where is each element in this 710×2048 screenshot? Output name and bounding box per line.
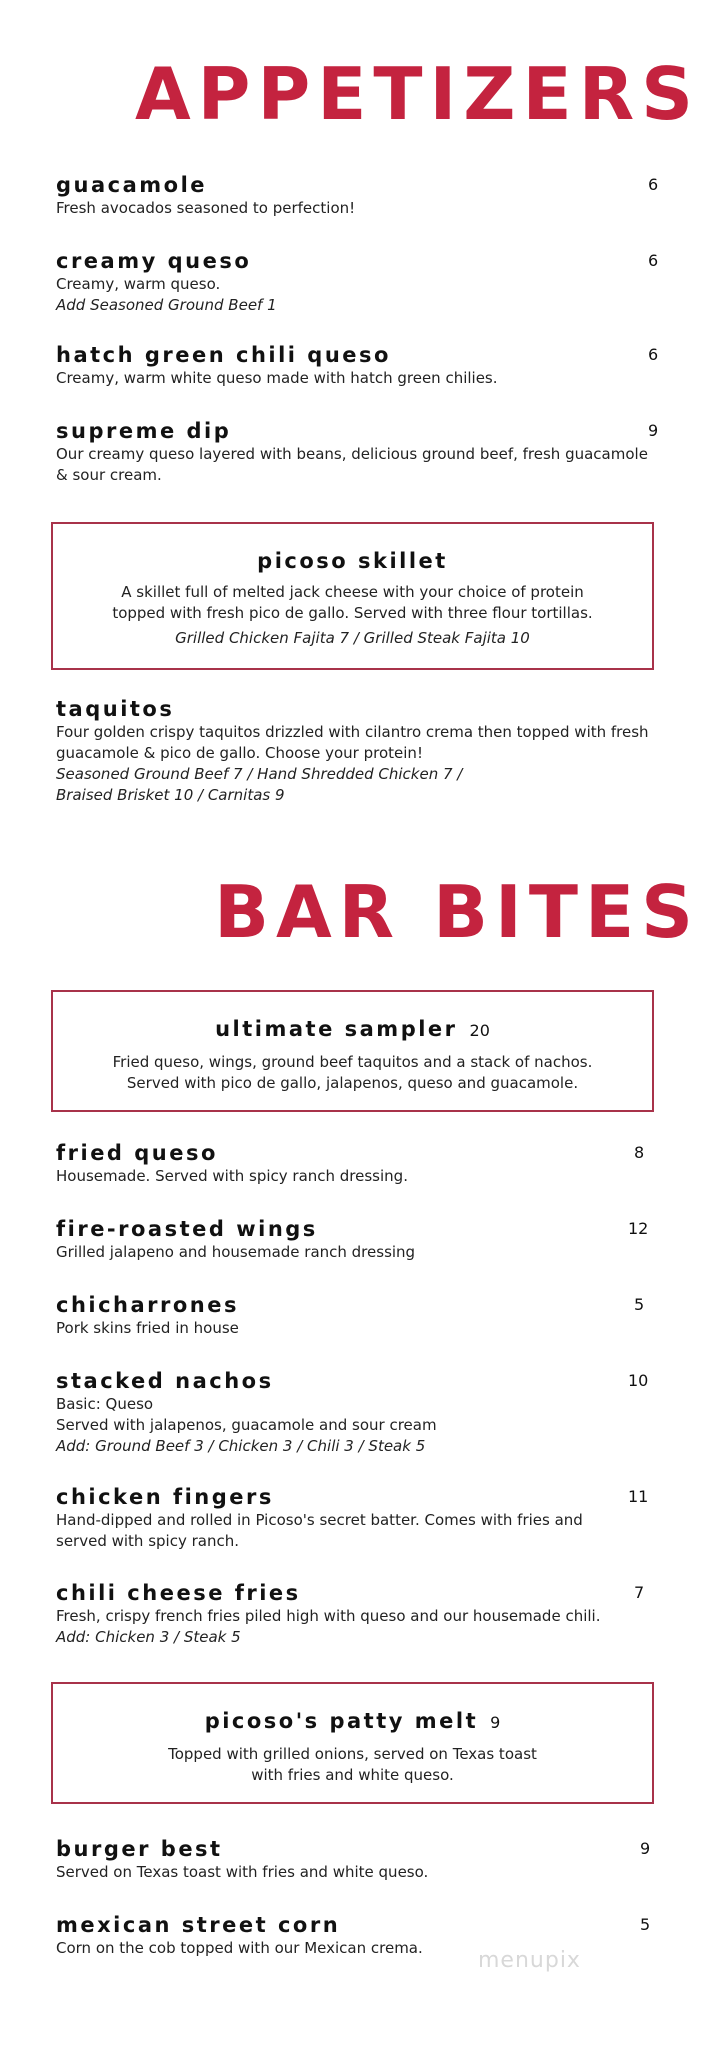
feature-description: Fried queso, wings, ground beef taquitos and a stack of nachos. Served with pico de gallo, jalapenos, queso and guacamole. — [112, 1053, 593, 1092]
item-addon: Add Seasoned Ground Beef 1 — [56, 296, 277, 314]
picoso-skillet-feature-box — [51, 522, 654, 670]
item-addon: Seasoned Ground Beef 7 / Hand Shredded Chicken 7 / — [56, 765, 463, 783]
item-description: Fresh, crispy french fries piled high with queso and our housemade chili. — [56, 1607, 601, 1625]
menu-item-hatch-green-chili-queso — [56, 342, 660, 389]
item-name: taquitos — [56, 697, 175, 721]
menu-item-chicken-fingers — [56, 1484, 660, 1552]
item-price: 5 — [640, 1915, 651, 1934]
item-description: Corn on the cob topped with our Mexican crema. — [56, 1939, 423, 1957]
item-description: Basic: Queso Served with jalapenos, guacamole and sour cream — [56, 1395, 437, 1434]
item-description: Pork skins fried in house — [56, 1319, 239, 1337]
item-addon: Add: Chicken 3 / Steak 5 — [56, 1628, 241, 1646]
item-description: Grilled jalapeno and housemade ranch dressing — [56, 1243, 416, 1261]
item-price: 9 — [640, 1839, 651, 1858]
item-price: 8 — [634, 1143, 645, 1162]
item-name: guacamole — [56, 173, 208, 197]
menu-item-taquitos — [56, 696, 660, 806]
item-name: supreme dip — [56, 419, 232, 443]
menu-item-stacked-nachos — [56, 1368, 660, 1457]
item-name: fire-roasted wings — [56, 1217, 318, 1241]
feature-price: 20 — [469, 1021, 490, 1040]
feature-title: picoso's patty melt 9 — [204, 1709, 501, 1733]
item-addon: Add: Ground Beef 3 / Chicken 3 / Chili 3 / Steak 5 — [56, 1437, 426, 1455]
item-name: fried queso — [56, 1141, 218, 1165]
bar-bites-heading: BAR BITES — [214, 870, 700, 954]
menu-item-fried-queso — [56, 1140, 660, 1187]
item-price: 7 — [634, 1583, 645, 1602]
menu-item-burger-best — [56, 1836, 660, 1883]
item-description: Creamy, warm queso. — [56, 275, 221, 293]
item-price: 5 — [634, 1295, 645, 1314]
item-description: Hand-dipped and rolled in Picoso's secret batter. Comes with fries and served with spicy ranch. — [56, 1511, 583, 1550]
item-description: Creamy, warm white queso made with hatch green chilies. — [56, 369, 498, 387]
item-price: 6 — [648, 251, 659, 270]
feature-price: 9 — [490, 1713, 501, 1732]
menu-item-chili-cheese-fries — [56, 1580, 660, 1648]
item-name: chicharrones — [56, 1293, 239, 1317]
item-description: Fresh avocados seasoned to perfection! — [56, 199, 356, 217]
ultimate-sampler-feature-box — [51, 990, 654, 1112]
feature-addon: Grilled Chicken Fajita 7 / Grilled Steak Fajita 10 — [175, 629, 530, 647]
item-name: chicken fingers — [56, 1485, 274, 1509]
patty-melt-feature-box — [51, 1682, 654, 1804]
menu-item-guacamole — [56, 172, 660, 219]
item-addon: Braised Brisket 10 / Carnitas 9 — [56, 786, 285, 804]
item-name: creamy queso — [56, 249, 252, 273]
item-name: burger best — [56, 1837, 223, 1861]
feature-title: ultimate sampler 20 — [215, 1017, 490, 1041]
item-price: 6 — [648, 175, 659, 194]
feature-title: picoso skillet — [257, 549, 448, 573]
item-name: mexican street corn — [56, 1913, 341, 1937]
menu-item-chicharrones — [56, 1292, 660, 1339]
menu-item-supreme-dip — [56, 418, 660, 486]
item-name: chili cheese fries — [56, 1581, 301, 1605]
item-price: 9 — [648, 421, 659, 440]
item-description: Housemade. Served with spicy ranch dressing. — [56, 1167, 408, 1185]
menu-item-creamy-queso — [56, 248, 660, 316]
item-price: 6 — [648, 345, 659, 364]
menu-item-fire-roasted-wings — [56, 1216, 660, 1263]
item-description: Served on Texas toast with fries and white queso. — [56, 1863, 429, 1881]
item-price: 11 — [628, 1487, 649, 1506]
item-description: Four golden crispy taquitos drizzled with cilantro crema then topped with fresh guacamole & pico de gallo. Choose your protein! — [56, 723, 649, 762]
menupix-watermark: menupix — [478, 1948, 581, 1973]
feature-description: A skillet full of melted jack cheese with your choice of protein topped with fresh pico de gallo. Served with three flour tortillas. — [112, 583, 593, 622]
item-price: 10 — [628, 1371, 649, 1390]
item-description: Our creamy queso layered with beans, delicious ground beef, fresh guacamole & sour cream. — [56, 445, 648, 484]
appetizers-heading: APPETIZERS — [134, 52, 700, 136]
item-name: stacked nachos — [56, 1369, 274, 1393]
item-price: 12 — [628, 1219, 649, 1238]
feature-description: Topped with grilled onions, served on Texas toast with fries and white queso. — [168, 1745, 537, 1784]
item-name: hatch green chili queso — [56, 343, 391, 367]
